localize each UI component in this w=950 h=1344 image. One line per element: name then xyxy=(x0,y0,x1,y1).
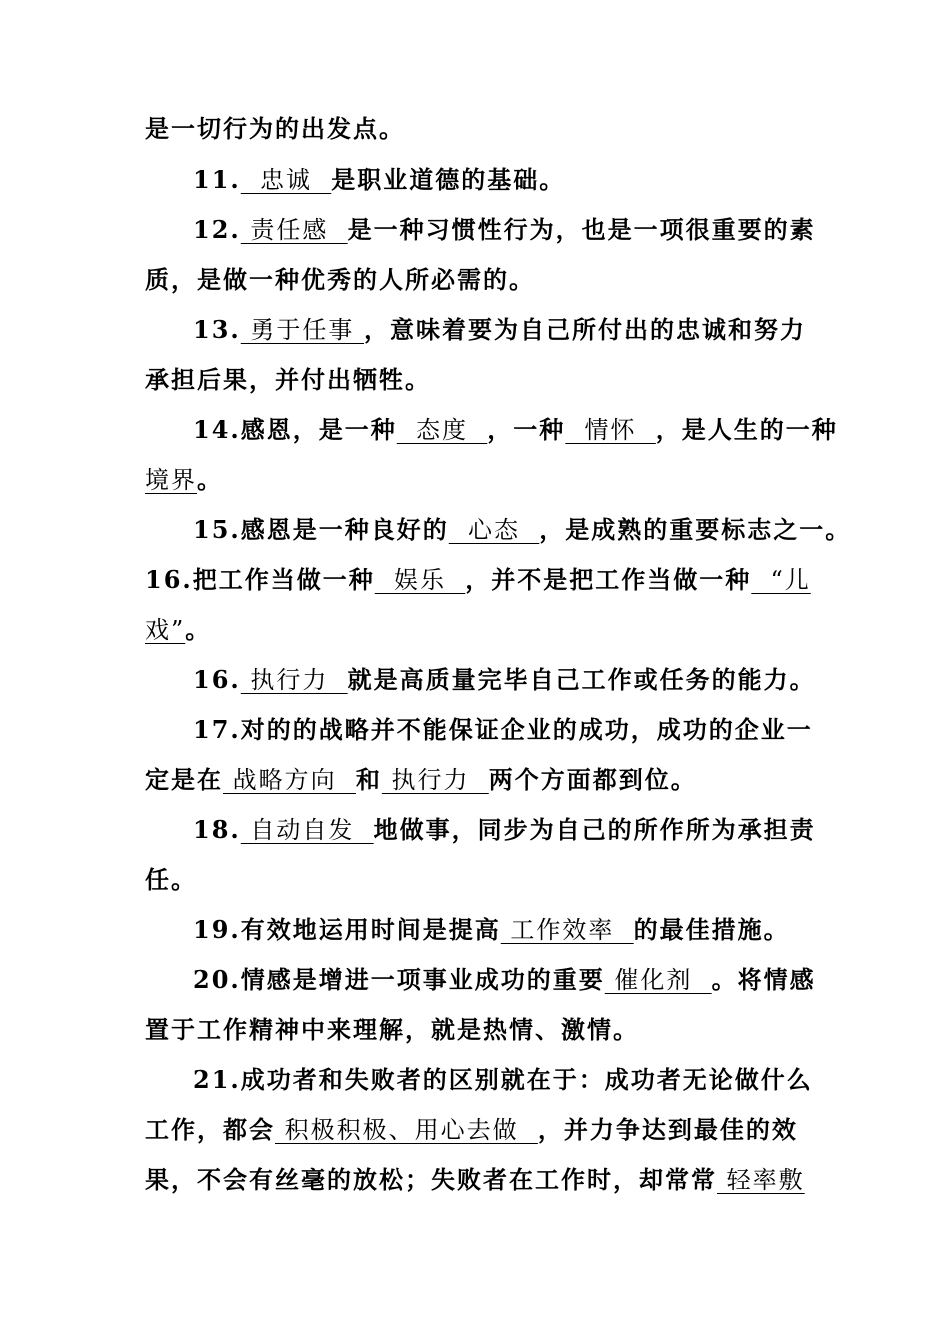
text-line xyxy=(0,109,950,149)
text-segment: 17.对的的战略并不能保证企业的成功，成功的企业一 xyxy=(193,715,813,744)
text-segment: 15.感恩是一种良好的 xyxy=(193,515,449,544)
text-segment: ，是成熟的重要标志之一。 xyxy=(539,515,852,544)
text-segment: 18. xyxy=(193,815,241,844)
text-segment: 16. xyxy=(193,665,241,694)
text-segment: 是职业道德的基础。 xyxy=(331,165,566,194)
text-segment: 20.情感是增进一项事业成功的重要 xyxy=(193,965,605,994)
text-line xyxy=(0,460,950,500)
text-line xyxy=(0,1010,950,1050)
text-segment: 。 xyxy=(185,615,212,644)
underlined-answer: 勇于任事 xyxy=(240,316,365,344)
text-segment: 16.把工作当做一种 xyxy=(145,565,375,594)
text-line xyxy=(0,560,950,600)
text-line xyxy=(0,910,950,950)
underlined-answer: 战略方向 xyxy=(223,766,356,794)
underlined-answer: 情怀 xyxy=(565,416,656,444)
text-segment: 定是在 xyxy=(145,765,223,794)
text-segment: 工作，都会 xyxy=(145,1115,275,1144)
text-segment: 19.有效地运用时间是提高 xyxy=(193,915,501,944)
text-segment: 11. xyxy=(193,165,241,194)
text-line xyxy=(0,310,950,350)
text-line xyxy=(0,260,950,300)
underlined-answer: 娱乐 xyxy=(374,566,466,594)
underlined-answer: 轻率敷 xyxy=(717,1166,805,1194)
underlined-answer: “儿 xyxy=(751,566,811,594)
underlined-answer: 自动自发 xyxy=(240,816,374,844)
text-segment: ，意味着要为自己所付出的忠诚和努力 xyxy=(364,315,807,344)
text-segment: 的最佳措施。 xyxy=(633,915,790,944)
underlined-answer: 催化剂 xyxy=(604,966,712,994)
text-segment: ，一种 xyxy=(487,415,566,444)
underlined-answer: 态度 xyxy=(396,416,488,444)
text-line xyxy=(0,710,950,750)
text-line xyxy=(0,160,950,200)
underlined-answer: 责任感 xyxy=(240,216,348,244)
text-line xyxy=(0,760,950,800)
text-line xyxy=(0,210,950,250)
text-segment: 地做事，同步为自己的所作所为承担责 xyxy=(373,815,816,844)
underlined-answer: 境界 xyxy=(145,466,197,494)
text-segment: ，并力争达到最佳的效 xyxy=(537,1115,798,1144)
underlined-answer: 心态 xyxy=(448,516,540,544)
text-segment: 和 xyxy=(355,765,382,794)
text-line xyxy=(0,610,950,650)
text-segment: 12. xyxy=(193,215,241,244)
text-line xyxy=(0,1060,950,1100)
text-segment: 两个方面都到位。 xyxy=(488,765,697,794)
text-segment: 承担后果，并付出牺牲。 xyxy=(145,365,431,394)
text-segment: 。将情感 xyxy=(711,965,816,994)
text-segment: 13. xyxy=(193,315,241,344)
underlined-answer: 忠诚 xyxy=(240,166,332,194)
text-line xyxy=(0,1110,950,1150)
text-segment: 是一切行为的出发点。 xyxy=(145,114,405,143)
text-segment: 果，不会有丝毫的放松；失败者在工作时，却常常 xyxy=(145,1165,717,1194)
text-segment: ，并不是把工作当做一种 xyxy=(465,565,752,594)
underlined-answer: 执行力 xyxy=(240,666,348,694)
text-segment: 21.成功者和失败者的区别就在于：成功者无论做什么 xyxy=(193,1065,813,1094)
text-segment: 置于工作精神中来理解，就是热情、激情。 xyxy=(145,1015,639,1044)
text-segment: 。 xyxy=(197,465,223,494)
text-line xyxy=(0,360,950,400)
text-line xyxy=(0,660,950,700)
underlined-answer: 执行力 xyxy=(381,766,489,794)
text-line xyxy=(0,1160,950,1200)
text-line xyxy=(0,510,950,550)
underlined-answer: 戏” xyxy=(145,616,186,644)
text-line xyxy=(0,960,950,1000)
underlined-answer: 积极积极、用心去做 xyxy=(275,1116,538,1144)
text-segment: ，是人生的一种 xyxy=(655,415,838,444)
text-segment: 是一种习惯性行为，也是一项很重要的素 xyxy=(347,215,816,244)
text-line xyxy=(0,860,950,900)
text-segment: 任。 xyxy=(145,865,197,894)
underlined-answer: 工作效率 xyxy=(500,916,634,944)
text-line xyxy=(0,810,950,850)
text-segment: 14.感恩，是一种 xyxy=(193,415,397,444)
text-segment: 质，是做一种优秀的人所必需的。 xyxy=(145,265,535,294)
text-segment: 就是高质量完毕自己工作或任务的能力。 xyxy=(347,665,816,694)
text-line xyxy=(0,410,950,450)
